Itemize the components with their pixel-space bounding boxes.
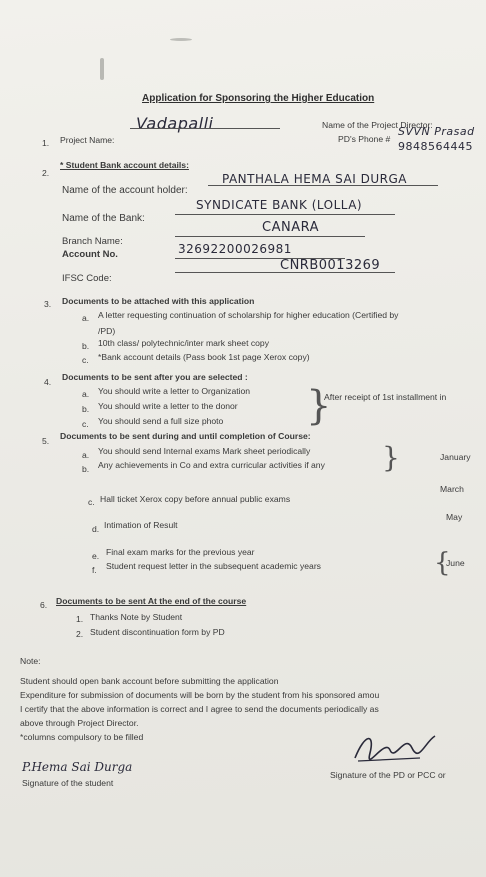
section-5-marker-d: d. bbox=[92, 524, 100, 534]
section-5-item-e: Final exam marks for the previous year bbox=[106, 547, 255, 557]
section-4-brace: } bbox=[306, 383, 332, 429]
notes-line-4: above through Project Director. bbox=[20, 718, 139, 728]
section-4-item-b: You should write a letter to the donor bbox=[98, 401, 238, 411]
project-name-value: Vadapalli bbox=[136, 114, 214, 133]
section-5-marker-f: f. bbox=[92, 565, 97, 575]
student-name-handwritten: P.Hema Sai Durga bbox=[22, 760, 133, 774]
section-4-installment-note: After receipt of 1st installment in bbox=[324, 392, 447, 402]
section-2-number: 2. bbox=[42, 168, 50, 178]
director-value: SVVN Prasad bbox=[398, 125, 475, 138]
bank-name-line-2 bbox=[175, 236, 365, 237]
section-5-heading: Documents to be sent during and until completion of Course: bbox=[60, 431, 311, 441]
section-3-item-a: A letter requesting continuation of scholarship for higher education (Certified by bbox=[98, 310, 399, 320]
section-3-item-c: *Bank account details (Pass book 1st page Xerox copy) bbox=[98, 352, 310, 362]
section-5-brace-2: { bbox=[434, 548, 451, 578]
notes-label: Note: bbox=[20, 656, 41, 666]
section-6-marker-1: 1. bbox=[76, 614, 84, 624]
punch-hole-mark bbox=[170, 38, 192, 41]
bank-name-value-2: CANARA bbox=[262, 220, 319, 235]
section-3-marker-a: a. bbox=[82, 313, 90, 323]
account-no-label: Account No. bbox=[62, 249, 118, 260]
ifsc-code-label: IFSC Code: bbox=[62, 273, 112, 284]
section-6-marker-2: 2. bbox=[76, 629, 84, 639]
section-5-item-a: You should send Internal exams Mark sheet periodically bbox=[98, 446, 311, 456]
ifsc-code-line bbox=[175, 272, 395, 273]
section-5-marker-a: a. bbox=[82, 450, 90, 460]
section-1-number: 1. bbox=[42, 138, 50, 148]
section-6-number: 6. bbox=[40, 600, 48, 610]
notes-line-3: I certify that the above information is correct and I agree to send the documents periodically as bbox=[20, 704, 379, 714]
section-5-item-c: Hall ticket Xerox copy before annual public exams bbox=[100, 494, 291, 504]
notes-line-2: Expenditure for submission of documents will be born by the student from his sponsored amou bbox=[20, 690, 380, 700]
month-january: January bbox=[440, 452, 471, 462]
section-6-heading: Documents to be sent At the end of the course bbox=[56, 596, 247, 606]
section-5-marker-c: c. bbox=[88, 497, 95, 507]
bank-name-label: Name of the Bank: bbox=[62, 213, 145, 224]
project-name-label: Project Name: bbox=[60, 135, 115, 145]
phone-value: 9848564445 bbox=[398, 140, 473, 153]
notes-line-1: Student should open bank account before submitting the application bbox=[20, 676, 279, 686]
section-5-number: 5. bbox=[42, 436, 50, 446]
section-3-number: 3. bbox=[44, 299, 52, 309]
section-4-marker-c: c. bbox=[82, 419, 89, 429]
section-5-item-d: Intimation of Result bbox=[104, 520, 178, 530]
section-3-item-a-cont: /PD) bbox=[98, 326, 116, 336]
branch-name-label: Branch Name: bbox=[62, 236, 123, 247]
month-june: June bbox=[446, 558, 465, 568]
section-4-number: 4. bbox=[44, 377, 52, 387]
section-4-item-c: You should send a full size photo bbox=[98, 416, 224, 426]
section-6-item-1: Thanks Note by Student bbox=[90, 612, 183, 622]
account-holder-line bbox=[208, 185, 438, 186]
project-name-line bbox=[130, 128, 280, 129]
month-may: May bbox=[446, 512, 463, 522]
pd-signature-label: Signature of the PD or PCC or bbox=[330, 770, 446, 780]
account-holder-label: Name of the account holder: bbox=[62, 185, 188, 196]
punch-hole-mark bbox=[100, 58, 104, 80]
ifsc-code-value: CNRB0013269 bbox=[280, 258, 381, 273]
section-5-marker-e: e. bbox=[92, 551, 100, 561]
section-4-heading: Documents to be sent after you are selected : bbox=[62, 372, 248, 382]
bank-name-line bbox=[175, 214, 395, 215]
notes-line-5: *columns compulsory to be filled bbox=[20, 732, 144, 742]
section-5-marker-b: b. bbox=[82, 464, 90, 474]
page-title: Application for Sponsoring the Higher Education bbox=[142, 93, 375, 104]
section-5-item-b: Any achievements in Co and extra curricular activities if any bbox=[98, 460, 325, 470]
section-4-marker-a: a. bbox=[82, 389, 90, 399]
section-6-item-2: Student discontinuation form by PD bbox=[90, 627, 225, 637]
section-4-marker-b: b. bbox=[82, 404, 90, 414]
director-label: Name of the Project Director: bbox=[322, 120, 433, 130]
student-signature-label: Signature of the student bbox=[22, 778, 114, 788]
section-4-item-a: You should write a letter to Organization bbox=[98, 386, 251, 396]
section-3-item-b: 10th class/ polytechnic/inter mark sheet copy bbox=[98, 338, 270, 348]
section-3-heading: Documents to be attached with this application bbox=[62, 296, 255, 306]
section-5-brace: } bbox=[382, 441, 400, 474]
section-3-marker-c: c. bbox=[82, 355, 89, 365]
bank-name-value: SYNDICATE BANK (LOLLA) bbox=[196, 198, 363, 212]
phone-label: PD's Phone # bbox=[338, 134, 391, 144]
section-2-heading: * Student Bank account details: bbox=[60, 160, 189, 170]
month-march: March bbox=[440, 484, 464, 494]
pd-signature-scribble bbox=[350, 728, 440, 768]
account-holder-value: PANTHALA HEMA SAI DURGA bbox=[222, 172, 407, 186]
section-5-item-f: Student request letter in the subsequent academic years bbox=[106, 561, 321, 571]
account-no-value: 32692200026981 bbox=[178, 242, 292, 256]
section-3-marker-b: b. bbox=[82, 341, 90, 351]
